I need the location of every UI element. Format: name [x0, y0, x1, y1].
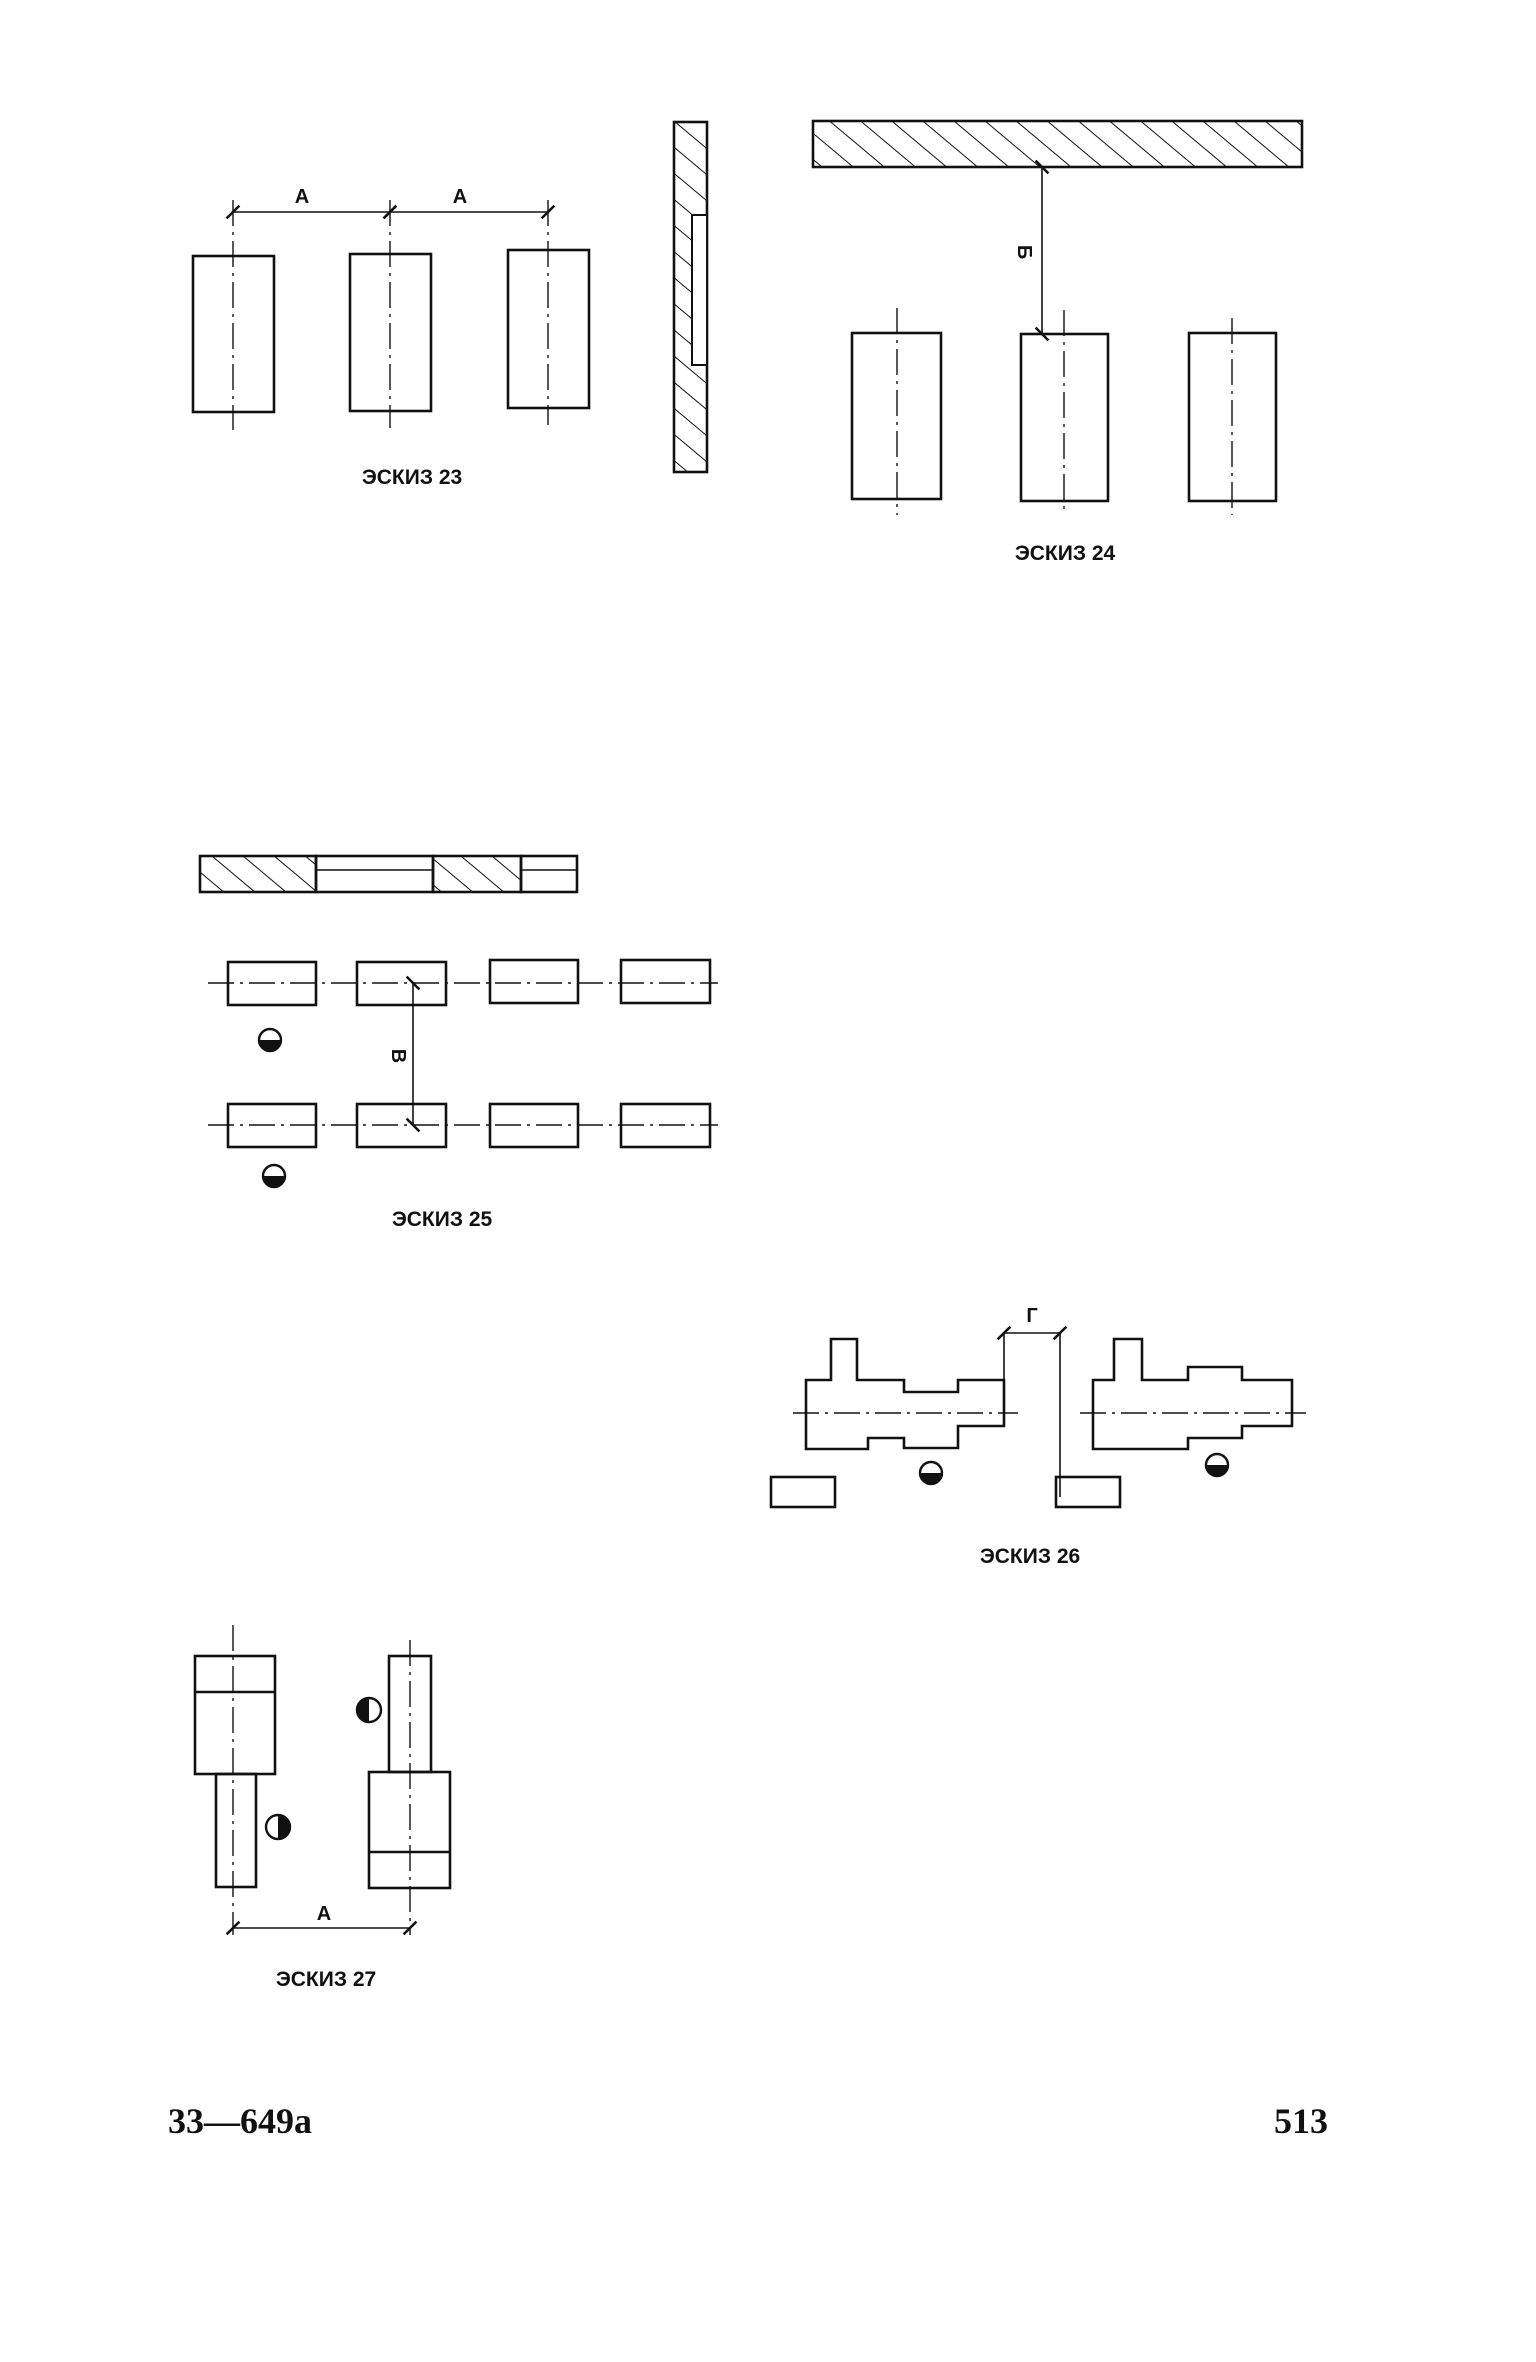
sketch-caption: ЭСКИЗ 26: [979, 1545, 1081, 1568]
sketch-25: [200, 856, 718, 1231]
half-filled-circle-icon: [263, 1165, 285, 1187]
dimension-label: А: [316, 1903, 332, 1925]
dimension-label: А: [294, 186, 310, 208]
fixture-plate-section: [674, 122, 707, 472]
sketch-caption: ЭСКИЗ 23: [361, 466, 463, 489]
dimension-g: [1004, 1305, 1060, 1497]
dimension-label: В: [387, 1048, 409, 1064]
workpiece-1: [193, 200, 274, 430]
sketch-23: [193, 122, 707, 489]
dimension-a: [233, 1903, 410, 1928]
stepped-part-1: [195, 1625, 290, 1935]
stepped-part-2: [357, 1640, 450, 1935]
sketch-caption: ЭСКИЗ 25: [391, 1208, 493, 1231]
workpiece-1: [852, 308, 941, 515]
dimension-a-2: [390, 186, 548, 212]
dimension-a-1: [233, 186, 390, 212]
row-2-workpieces: [208, 1104, 718, 1187]
dimension-b: [1013, 167, 1042, 334]
sketch-caption: ЭСКИЗ 24: [1014, 542, 1116, 565]
dimension-label: А: [452, 186, 468, 208]
shaft-2: [1080, 1339, 1306, 1476]
workpiece-3: [508, 200, 589, 425]
half-filled-circle-icon: [259, 1029, 281, 1051]
half-filled-circle-icon: [920, 1462, 942, 1484]
support-block-1: [771, 1477, 835, 1507]
sketch-26: [771, 1305, 1306, 1568]
print-signature: 33—649а: [168, 2101, 312, 2141]
page-number: 513: [1274, 2101, 1328, 2141]
base-plate-section: [813, 121, 1302, 167]
support-block-2: [1056, 1477, 1120, 1507]
row-1-workpieces: [208, 960, 718, 1051]
dimension-label: Г: [1026, 1305, 1038, 1327]
workpiece-2: [1021, 310, 1108, 515]
half-filled-circle-icon: [1206, 1454, 1228, 1476]
shaft-1: [793, 1339, 1018, 1484]
fixture-bar-section: [200, 856, 577, 892]
dimension-label: Б: [1013, 244, 1035, 260]
sketch-caption: ЭСКИЗ 27: [275, 1968, 377, 1991]
sketch-27: [195, 1625, 450, 1991]
half-filled-circle-icon: [357, 1698, 381, 1722]
half-filled-circle-icon: [266, 1815, 290, 1839]
workpiece-2: [350, 200, 431, 428]
workpiece-3: [1189, 318, 1276, 515]
sketch-24: [813, 121, 1302, 565]
